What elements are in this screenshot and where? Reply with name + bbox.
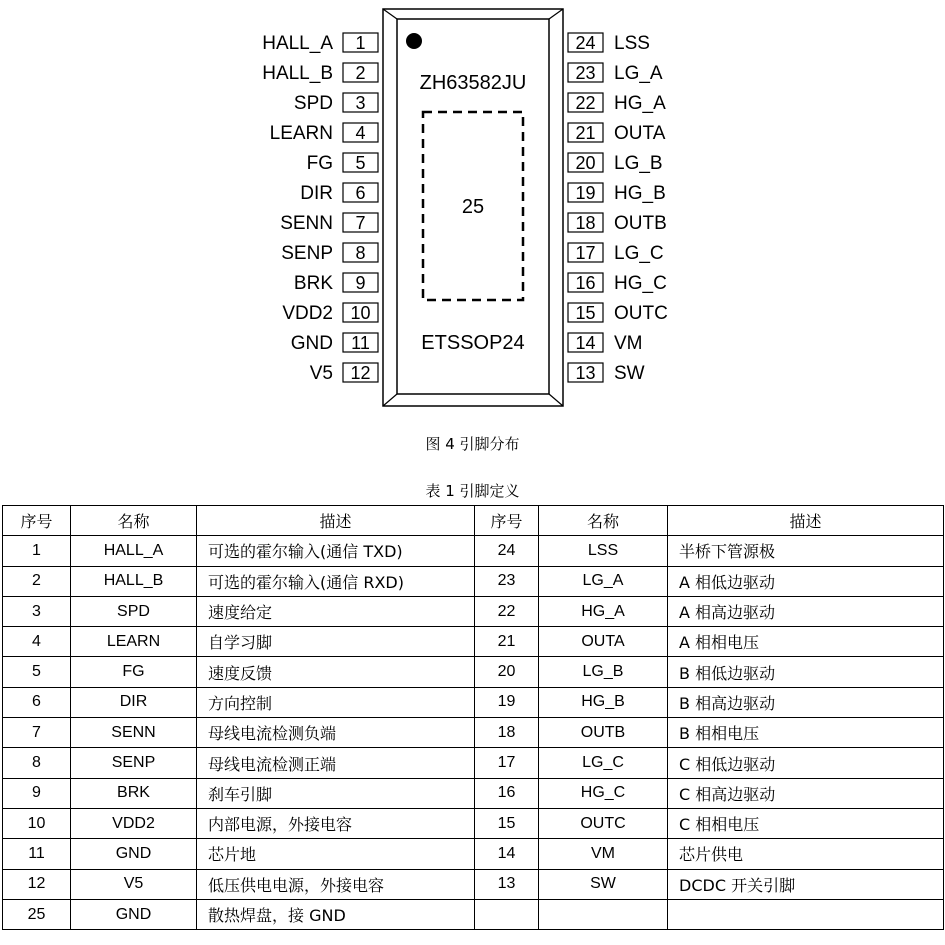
pin-index-cell: 2 xyxy=(3,566,71,596)
pin-number: 4 xyxy=(355,123,366,143)
pin-name-cell: HALL_B xyxy=(71,566,197,596)
pin-number: 21 xyxy=(575,123,596,143)
pin-number: 23 xyxy=(575,63,596,83)
pin-name: GND xyxy=(290,333,333,354)
header-description: 描述 xyxy=(197,506,475,536)
pin-description-cell: 芯片供电 xyxy=(668,839,944,869)
pin-index-cell: 11 xyxy=(3,839,71,869)
pin-name-cell: LEARN xyxy=(71,627,197,657)
pin-diagram xyxy=(0,0,945,425)
pin-name-cell: OUTB xyxy=(539,718,668,748)
header-index: 序号 xyxy=(3,506,71,536)
pin-name-cell: LG_C xyxy=(539,748,668,778)
pin-description-cell: B 相相电压 xyxy=(668,718,944,748)
pin-number: 12 xyxy=(350,363,371,383)
table-row xyxy=(3,536,944,566)
pin-name: SW xyxy=(614,363,645,384)
pin-name-cell: HALL_A xyxy=(71,536,197,566)
header-name: 名称 xyxy=(71,506,197,536)
pin-name: SPD xyxy=(293,93,333,114)
pin-name-cell: SENP xyxy=(71,748,197,778)
pin-description-cell: 可选的霍尔输入(通信 RXD) xyxy=(197,566,475,596)
pin-index-cell: 19 xyxy=(475,687,539,717)
pin-index-cell: 21 xyxy=(475,627,539,657)
pin-number: 10 xyxy=(350,303,371,323)
pin-description-cell: 低压供电电源，外接电容 xyxy=(197,869,475,899)
pin-number: 17 xyxy=(575,243,596,263)
right-pin-row xyxy=(568,33,668,384)
pin-name: BRK xyxy=(293,273,333,294)
pin-index-cell: 25 xyxy=(3,899,71,929)
pin-name: SENN xyxy=(280,213,333,234)
pin-description-cell: 母线电流检测正端 xyxy=(197,748,475,778)
pin-index-cell: 17 xyxy=(475,748,539,778)
pin-description-cell: 速度反馈 xyxy=(197,657,475,687)
pin-name-cell xyxy=(539,899,668,929)
pin-description-cell: 散热焊盘，接 GND xyxy=(197,899,475,929)
table-row xyxy=(3,778,944,808)
pin-name-cell: GND xyxy=(71,839,197,869)
pin-number: 7 xyxy=(355,213,366,233)
part-number: ZH63582JU xyxy=(419,72,527,94)
pin-definition-table xyxy=(2,505,944,930)
pin-index-cell: 12 xyxy=(3,869,71,899)
pin-name-cell: HG_B xyxy=(539,687,668,717)
pin-index-cell: 10 xyxy=(3,808,71,838)
pin-name: HG_C xyxy=(614,273,667,294)
pin-name-cell: SENN xyxy=(71,718,197,748)
pin-name-cell: HG_C xyxy=(539,778,668,808)
pin-name: LG_B xyxy=(614,153,663,174)
pin-name-cell: OUTC xyxy=(539,808,668,838)
pin-number: 5 xyxy=(355,153,366,173)
pin-description-cell: B 相高边驱动 xyxy=(668,687,944,717)
pin-name: SENP xyxy=(281,243,333,264)
pin-description-cell: DCDC 开关引脚 xyxy=(668,869,944,899)
pin-name-cell: LSS xyxy=(539,536,668,566)
pin-name: LSS xyxy=(614,33,650,54)
pin-name-cell: FG xyxy=(71,657,197,687)
pin-name: OUTA xyxy=(614,123,666,144)
pin-name-cell: LG_A xyxy=(539,566,668,596)
table-row xyxy=(3,899,944,929)
pin-name-cell: LG_B xyxy=(539,657,668,687)
pin-index-cell: 3 xyxy=(3,596,71,626)
header-index: 序号 xyxy=(475,506,539,536)
pin-name-cell: SPD xyxy=(71,596,197,626)
table-row xyxy=(3,718,944,748)
pin-index-cell: 9 xyxy=(3,778,71,808)
left-pin-row xyxy=(262,33,378,384)
pin-name-cell: V5 xyxy=(71,869,197,899)
pin-number: 19 xyxy=(575,183,596,203)
pin-name: HG_A xyxy=(614,93,666,114)
pin-number: 13 xyxy=(575,363,596,383)
pin-name-cell: DIR xyxy=(71,687,197,717)
pin-index-cell: 23 xyxy=(475,566,539,596)
pin-name: VDD2 xyxy=(282,303,333,324)
pin-name: VM xyxy=(614,333,643,354)
pin-index-cell: 15 xyxy=(475,808,539,838)
pin-name: V5 xyxy=(309,363,333,384)
pin-index-cell: 5 xyxy=(3,657,71,687)
pin-description-cell: 半桥下管源极 xyxy=(668,536,944,566)
pin-number: 14 xyxy=(575,333,596,353)
pin-description-cell: 芯片地 xyxy=(197,839,475,869)
table-caption: 表 1 引脚定义 xyxy=(425,482,520,500)
pin-name: LG_C xyxy=(614,243,664,264)
figure-caption: 图 4 引脚分布 xyxy=(425,435,520,453)
pin-index-cell xyxy=(475,899,539,929)
pin-name-cell: VDD2 xyxy=(71,808,197,838)
table-row xyxy=(3,627,944,657)
pin-number: 24 xyxy=(575,33,596,53)
pin-name-cell: BRK xyxy=(71,778,197,808)
table-header-row xyxy=(3,506,944,536)
pin-number: 11 xyxy=(351,333,370,353)
pin-number: 6 xyxy=(355,183,366,203)
pin-number: 16 xyxy=(575,273,596,293)
pin-description-cell: B 相低边驱动 xyxy=(668,657,944,687)
pin-index-cell: 1 xyxy=(3,536,71,566)
pin1-indicator-dot xyxy=(406,33,422,49)
pin-description-cell: C 相低边驱动 xyxy=(668,748,944,778)
pin-name: LEARN xyxy=(269,123,333,144)
pin-index-cell: 24 xyxy=(475,536,539,566)
pin-number: 1 xyxy=(355,33,366,53)
pin-number: 8 xyxy=(355,243,366,263)
pin-number: 9 xyxy=(355,273,366,293)
pin-description-cell: 方向控制 xyxy=(197,687,475,717)
package-name: ETSSOP24 xyxy=(421,332,525,354)
pin-name: HG_B xyxy=(614,183,666,204)
pin-name-cell: OUTA xyxy=(539,627,668,657)
pin-index-cell: 7 xyxy=(3,718,71,748)
pin-name-cell: SW xyxy=(539,869,668,899)
table-row xyxy=(3,566,944,596)
pin-index-cell: 13 xyxy=(475,869,539,899)
pin-number: 3 xyxy=(355,93,366,113)
pin-name: HALL_A xyxy=(262,33,333,54)
header-description: 描述 xyxy=(668,506,944,536)
pin-description-cell: 速度给定 xyxy=(197,596,475,626)
pin-description-cell: 自学习脚 xyxy=(197,627,475,657)
pin-number: 15 xyxy=(575,303,596,323)
pin-index-cell: 6 xyxy=(3,687,71,717)
table-row xyxy=(3,869,944,899)
pin-description-cell: A 相高边驱动 xyxy=(668,596,944,626)
table-row xyxy=(3,687,944,717)
pin-index-cell: 14 xyxy=(475,839,539,869)
pin-description-cell: 内部电源，外接电容 xyxy=(197,808,475,838)
pin-name-cell: HG_A xyxy=(539,596,668,626)
table-row xyxy=(3,657,944,687)
pin-index-cell: 8 xyxy=(3,748,71,778)
pin-index-cell: 18 xyxy=(475,718,539,748)
pin-description-cell xyxy=(668,899,944,929)
table-row xyxy=(3,748,944,778)
pin-description-cell: A 相低边驱动 xyxy=(668,566,944,596)
pin-description-cell: 母线电流检测负端 xyxy=(197,718,475,748)
pin-name: LG_A xyxy=(614,63,663,84)
pin-name: OUTB xyxy=(614,213,667,234)
table-row xyxy=(3,596,944,626)
pin-number: 2 xyxy=(355,63,366,83)
pin-description-cell: 刹车引脚 xyxy=(197,778,475,808)
pin-description-cell: C 相高边驱动 xyxy=(668,778,944,808)
table-row xyxy=(3,839,944,869)
pin-description-cell: C 相相电压 xyxy=(668,808,944,838)
pin-index-cell: 4 xyxy=(3,627,71,657)
pin-number: 18 xyxy=(575,213,596,233)
pin-name: DIR xyxy=(300,183,333,204)
pin-name: OUTC xyxy=(614,303,668,324)
pin-name-cell: GND xyxy=(71,899,197,929)
pin-description-cell: A 相相电压 xyxy=(668,627,944,657)
pin-index-cell: 22 xyxy=(475,596,539,626)
thermal-pad-number: 25 xyxy=(461,196,485,218)
pin-index-cell: 20 xyxy=(475,657,539,687)
pin-name-cell: VM xyxy=(539,839,668,869)
pin-name: FG xyxy=(306,153,333,174)
pin-name: HALL_B xyxy=(262,63,333,84)
pin-number: 22 xyxy=(575,93,596,113)
pin-index-cell: 16 xyxy=(475,778,539,808)
header-name: 名称 xyxy=(539,506,668,536)
pin-description-cell: 可选的霍尔输入(通信 TXD) xyxy=(197,536,475,566)
table-row xyxy=(3,808,944,838)
pin-number: 20 xyxy=(575,153,596,173)
